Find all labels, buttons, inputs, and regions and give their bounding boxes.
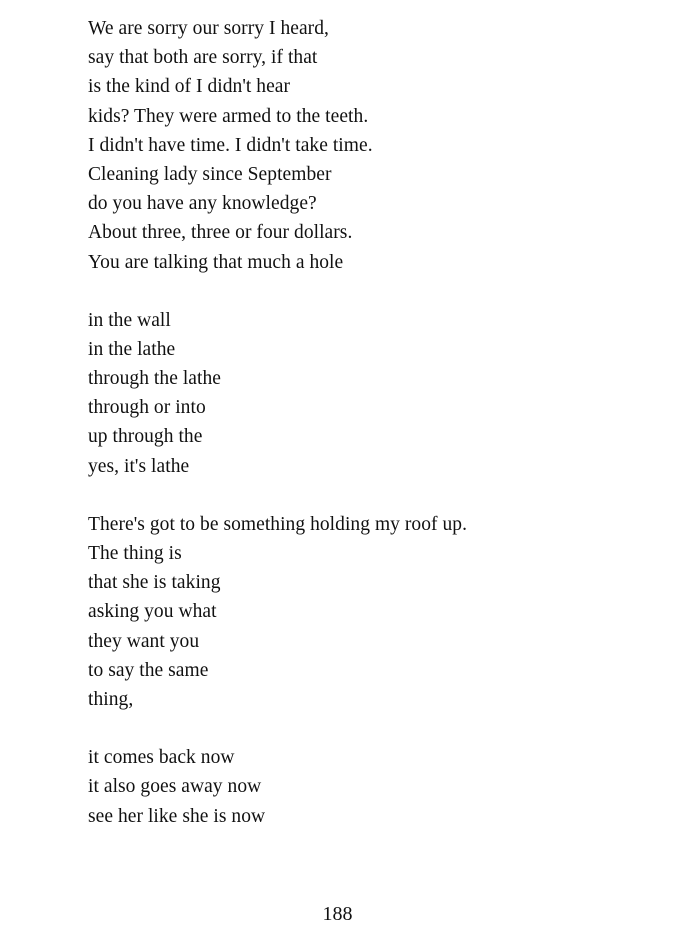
stanza-3 [88,510,648,714]
poem-line: We are sorry our sorry I heard, [88,18,329,39]
poem-line: kids? They were armed to the teeth. [88,105,369,127]
poem-line: yes, it's lathe [88,455,190,477]
poem-line: in the wall [88,309,171,331]
poem-line: is the kind of I didn't hear [88,76,291,98]
poem-line: About three, three or four dollars. [88,222,353,244]
poem-line: it also goes away now [88,776,262,798]
poem-line: I didn't have time. I didn't take time. [88,134,373,156]
poem-line: to say the same [88,659,209,681]
stanza-4 [88,743,648,831]
poem-line: do you have any knowledge? [88,193,317,215]
poem-line: through the lathe [88,368,221,390]
poem-line: asking you what [88,601,217,623]
poem-line: The thing is [88,543,182,564]
poem-line: that she is taking [88,572,221,594]
poem-line: they want you [88,630,200,652]
poem-line: in the lathe [88,338,176,360]
page-number: 188 [322,903,353,925]
stanza-1 [88,14,648,277]
poem-line: it comes back now [88,747,235,769]
poem-line: There's got to be something holding my roof up. [88,513,468,535]
poem-line: You are talking that much a hole [88,251,344,273]
poem-line: up through the [88,426,203,448]
poem-line: through or into [88,397,206,419]
poem-body [88,14,648,860]
poem-line: Cleaning lady since September [88,163,332,185]
poem-line: see her like she is now [88,805,266,827]
stanza-2 [88,306,648,481]
poem-line: thing, [88,688,134,710]
poem-line: say that both are sorry, if that [88,47,318,69]
